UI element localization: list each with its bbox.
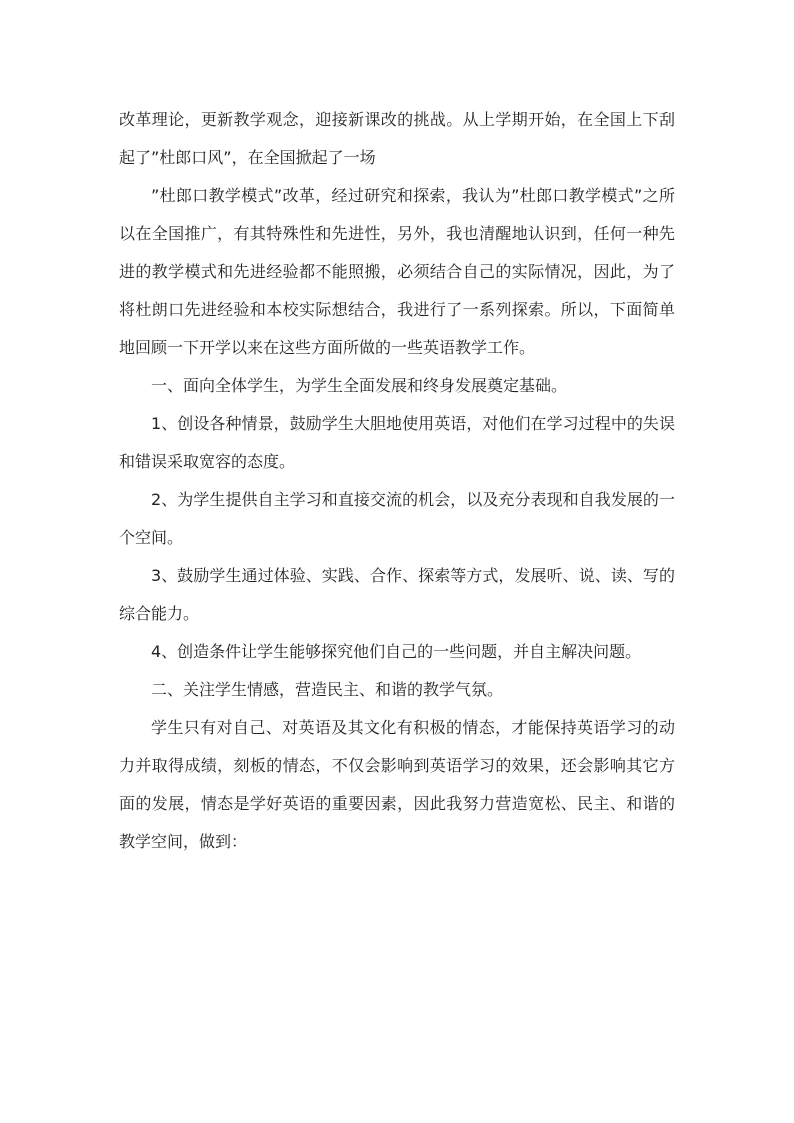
section-heading-student-emotion: 二、关注学生情感，营造民主、和谐的教学气氛。 — [151, 680, 504, 699]
list-item-2: 2、为学生提供自主学习和直接交流的机会，以及充分表现和自我发展的一个空间。 — [119, 490, 675, 547]
paragraph-emotion-detail: 学生只有对自己、对英语及其文化有积极的情态，才能保持英语学习的动力并取得成绩，刻板的情态，不仅会影响到英语学习的效果，还会影响其它方面的发展，情态是学好英语的重要因素，因此我努力营造宽松、民主、和谐的教学空间，做到： — [119, 718, 675, 851]
list-item-1: 1、创设各种情景，鼓励学生大胆地使用英语，对他们在学习过程中的失误和错误采取宽容的态度。 — [119, 414, 675, 471]
document-body — [119, 101, 675, 861]
list-item-3: 3、鼓励学生通过体验、实践、合作、探索等方式，发展听、说、读、写的综合能力。 — [119, 566, 675, 623]
paragraph-reform-intro: 改革理论，更新教学观念，迎接新课改的挑战。从上学期开始，在全国上下刮起了”杜郎口风”，在全国掀起了一场 — [119, 110, 675, 167]
paragraph-dulangkou-model: ”杜郎口教学模式”改革，经过研究和探索，我认为”杜郎口教学模式”之所以在全国推广，有其特殊性和先进性，另外，我也清醒地认识到，任何一种先进的教学模式和先进经验都不能照搬，必须结合自己的实际情况，因此，为了将杜朗口先进经验和本校实际想结合，我进行了一系列探索。所以，下面简单地回顾一下开学以来在这些方面所做的一些英语教学工作。 — [119, 186, 675, 357]
list-item-4: 4、创造条件让学生能够探究他们自己的一些问题，并自主解决问题。 — [151, 642, 642, 661]
section-heading-all-students: 一、面向全体学生，为学生全面发展和终身发展奠定基础。 — [151, 376, 568, 395]
